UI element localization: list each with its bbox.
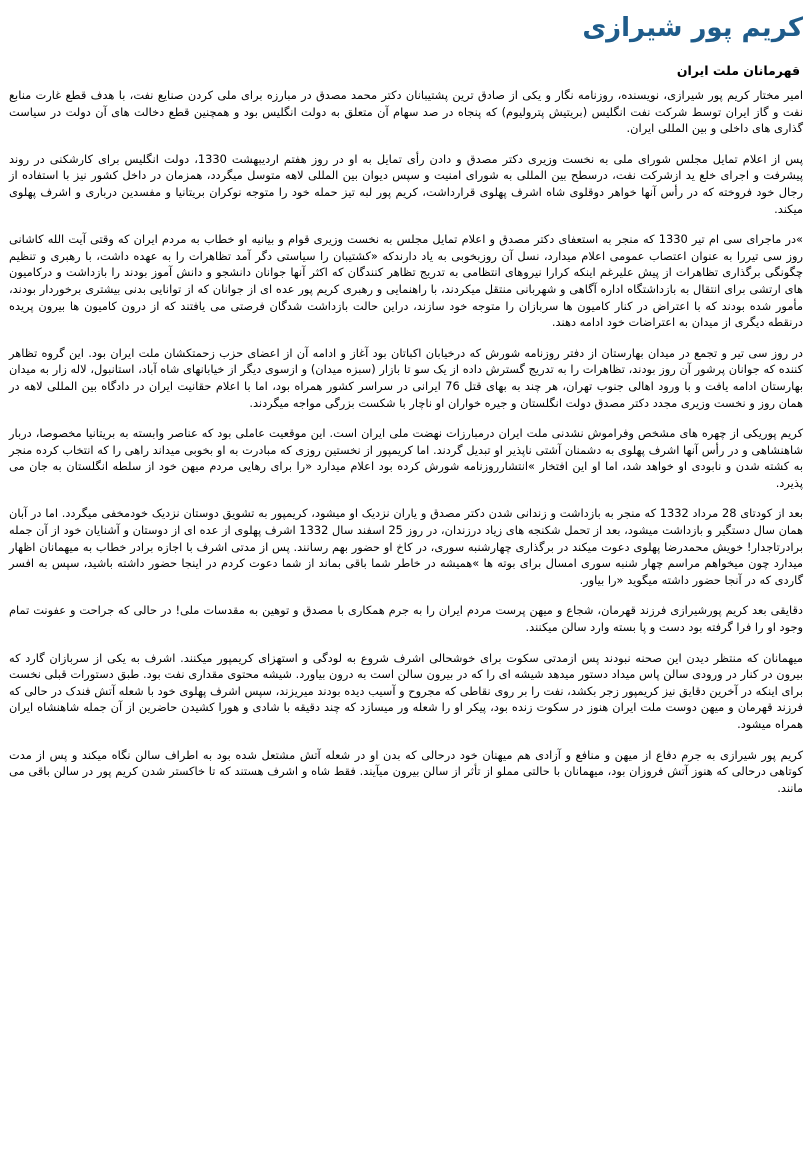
paragraph-coup-arrest: بعد از کودتای 28 مرداد 1332 که منجر به بازداشت و زندانی شدن دکتر مصدق و یاران نزدیک او میشود، کریمپور به تشویق دوستان نزدیک خودمخفی میگردد. اما در آبان همان سال دستگیر و بازداشت میشود، بعد از تحمل شکنجه های زیاد درزندان، در روز 25 اسفند سال 1332 اشرف پهلوی از عده ای از دوستان و آشنایان خود از آن جمله برادرتاجدار! خویش محمدرضا پهلوی دعوت میکند در برگذاری چهارشنبه سوری، در کاخ او حضور بهم رسانند. پس از مدتی اشرف با اجازه برادر خطاب به میهمانان اظهار میدارد چون میخواهم مراسم چهار شنبه سوری امسال برای بوته ها »همیشه در خاطر شما باقی بماند از شما دعوت کردم در اینجا حضور داشته باشید، سپس به افسر گاردی که در آنجا حضور داشته میگوید «را بیاور. [9, 506, 804, 587]
article-body [9, 87, 803, 796]
paragraph-mossadegh-appointment: پس از اعلام تمایل مجلس شورای ملی به نخست وزیری دکتر مصدق و دادن رأی تمایل به او در روز هفتم اردیبهشت 1330، دولت انگلیس برای کارشکنی در روند پیشرفت و اجرای خلع ید ازشرکت نفت، درسطح بین المللی به شورای امنیت و سپس دیوان بین المللی لاهه متوسل میگردد، همزمان در داخل کشور نیز با استفاده از رجال خود فروخته که در رأس آنها خواهر دوقلوی شاه اشرف پهلوی قرارداشت، کریم پور لبه تیز حمله خود را متوجه نوکران بریتانیا و مفسدین درباری و اشرف پهلوی میکند. [9, 151, 804, 216]
paragraph-execution: میهمانان که منتظر دیدن این صحنه نبودند پس ازمدتی سکوت برای خوشحالی اشرف شروع به لودگی و استهزای کریمپور میکنند. اشرف به یکی از سربازان گارد که بیرون در کنار در ورودی سالن پاس میداد دستور میدهد شیشه ای را که در بیرون سالن است به درون بیاورد. شیشه محتوی مقداری نفت بود. طبق دستورات قبلی نخست برای اینکه در آخرین دقایق نیز کریمپور زجر بکشد، نفت را بر روی نقاطی که مجروح و آسیب دیده بودند میریزند، سپس اشرف پهلوی خود با شعله آتش فندک در حالی که فرزند قهرمان و میهن دوست ملت ایران هنوز در سکوت زنده بود، پیکر او را شعله ور میسازد که چند دقیقه با شادی و هورا کشیدن حاضرین از آن جمله شاهنشاه ایران همراه میشود. [9, 650, 803, 731]
paragraph-conclusion: کریم پور شیرازی به جرم دفاع از میهن و منافع و آزادی هم میهنان خود درحالی که بدن او در شعله آتش مشتعل شده بود به اطراف سالن نگاه میکند و پس از مدت کوتاهی درحالی که هنوز آتش فروزان بود، میهمانان با حالتی مملو از تأثر از سالن بیرون میآیند. فقط شاه و اشرف هستند که تا خاکستر شدن کریم پور در سالن باقی می مانند. [9, 747, 803, 795]
paragraph-brought-in: دقایقی بعد کریم پورشیرازی فرزند قهرمان، شجاع و میهن پرست مردم ایران را به جرم همکاری با مصدق و توهین به مقدسات ملی! در حالی که جراحت و عفونت تمام وجود او را فرا گرفته بود دست و پا بسته وارد سالن میکنند. [9, 603, 803, 635]
section-heading: قهرمانان ملت ایران [676, 63, 800, 78]
paragraph-baharestan-gathering: در روز سی تیر و تجمع در میدان بهارستان از دفتر روزنامه شورش که درخیابان اکباتان بود آغاز و ادامه آن از اعضای حزب زحمتکشان ملت ایران بود. این گروه تظاهر کننده که جوانان پرشور آن روز بودند، تظاهرات را به تدریج گسترش داده از یک سو تا بازار (سبزه میدان) و ازسوی دیگر از خیابانهای شاه آباد، استانبول، لاله زار به میدان بهارستان ادامه یافت و با ورود اهالی جنوب تهران، هر چند به بهای قتل 76 ایرانی در سراسر کشور همراه بود، اما با اعلام حقانیت ایران در دادگاه بین المللی لاهه در همان روز و نخست وزیری مجدد دکتر مصدق دولت انگلستان و جیره خواران او ناچار با شکست بزرگی مواجه میگردند. [9, 345, 803, 410]
paragraph-intro: امیر مختار کریم پور شیرازی، نویسنده، روزنامه نگار و یکی از صادق ترین پشتیبانان دکتر محمد مصدق در مبارزه برای ملی کردن صنایع نفت، با هدف قطع غارت منابع نفت و گاز ایران توسط شرکت نفت انگلیس (بریتیش پترولیوم) که پنجاه در صد سهام آن متعلق به دولت انگلیس بود و همچنین قطع دخالت های آن دولت در سیاست گذاری های داخلی و بین المللی ایران. [9, 88, 803, 136]
page-title: کریم پور شیرازی [582, 13, 803, 43]
paragraph-karimpour-role: کریم پوریکی از چهره های مشخص وفراموش نشدنی ملت ایران درمبارزات نهضت ملی ایران است. این موقعیت عاملی بود که عناصر وابسته به بریتانیا مخصوصا، دربار شاهنشاهی و در رأس آنها اشرف پهلوی به دشمنان آشتی ناپذیر او تبدیل گردند. اما کریمپور از نخستین روزی که مبادرت به او بخوبی میداند راهی را که انتخاب کرده منجر به کشته شدن و نابودی او خواهد شد، اما او این افتخار »انتشارروزنامه شورش کرده بود اعلام میدارد «را برای رهایی مردم میهن خود از سلطه انگلستان به جان می پذیرد. [9, 426, 803, 490]
paragraph-30-tir-uprising: »در ماجرای سی ام تیر 1330 که منجر به استعفای دکتر مصدق و اعلام تمایل مجلس به نخست وزیری قوام و بیانیه او خطاب به مردم ایران که وقتی آیت الله کاشانی روز سی تیررا به عنوان اعتصاب عمومی اعلام میدارد، نسل آن روزبخوبی به یاد دارندکه «کشتیبان را سیاستی دگر آمد تظاهرات را به عهده داشت، با رهبری و تنظیم چگونگی برگذاری تظاهرات از پیش علیرغم اینکه کرارا نیروهای انتظامی به تدریج تظاهر کنندگان که اکثر آنها جوانان دانشجو و دانش آموز بودند را بازداشت و درکامیون های ارتشی برای انتقال به بازداشتگاه اداره آگاهی و شهربانی منتقل میکردند، با راهنمایی و رهبری کریم پور عده ای از جوانان که از توانایی بدنی بیشتری برخوردار بودند، مأمور شده بودند که با اعتراض در کنار کامیون ها سربازان را متوجه خود سازند، دراین حالت بازداشت شدگان فرصتی می یافتند که از درون کامیون ها بیرون پریده درنقطه دیگری از میدان به اعتراضات خود ادامه دهند. [9, 232, 804, 330]
